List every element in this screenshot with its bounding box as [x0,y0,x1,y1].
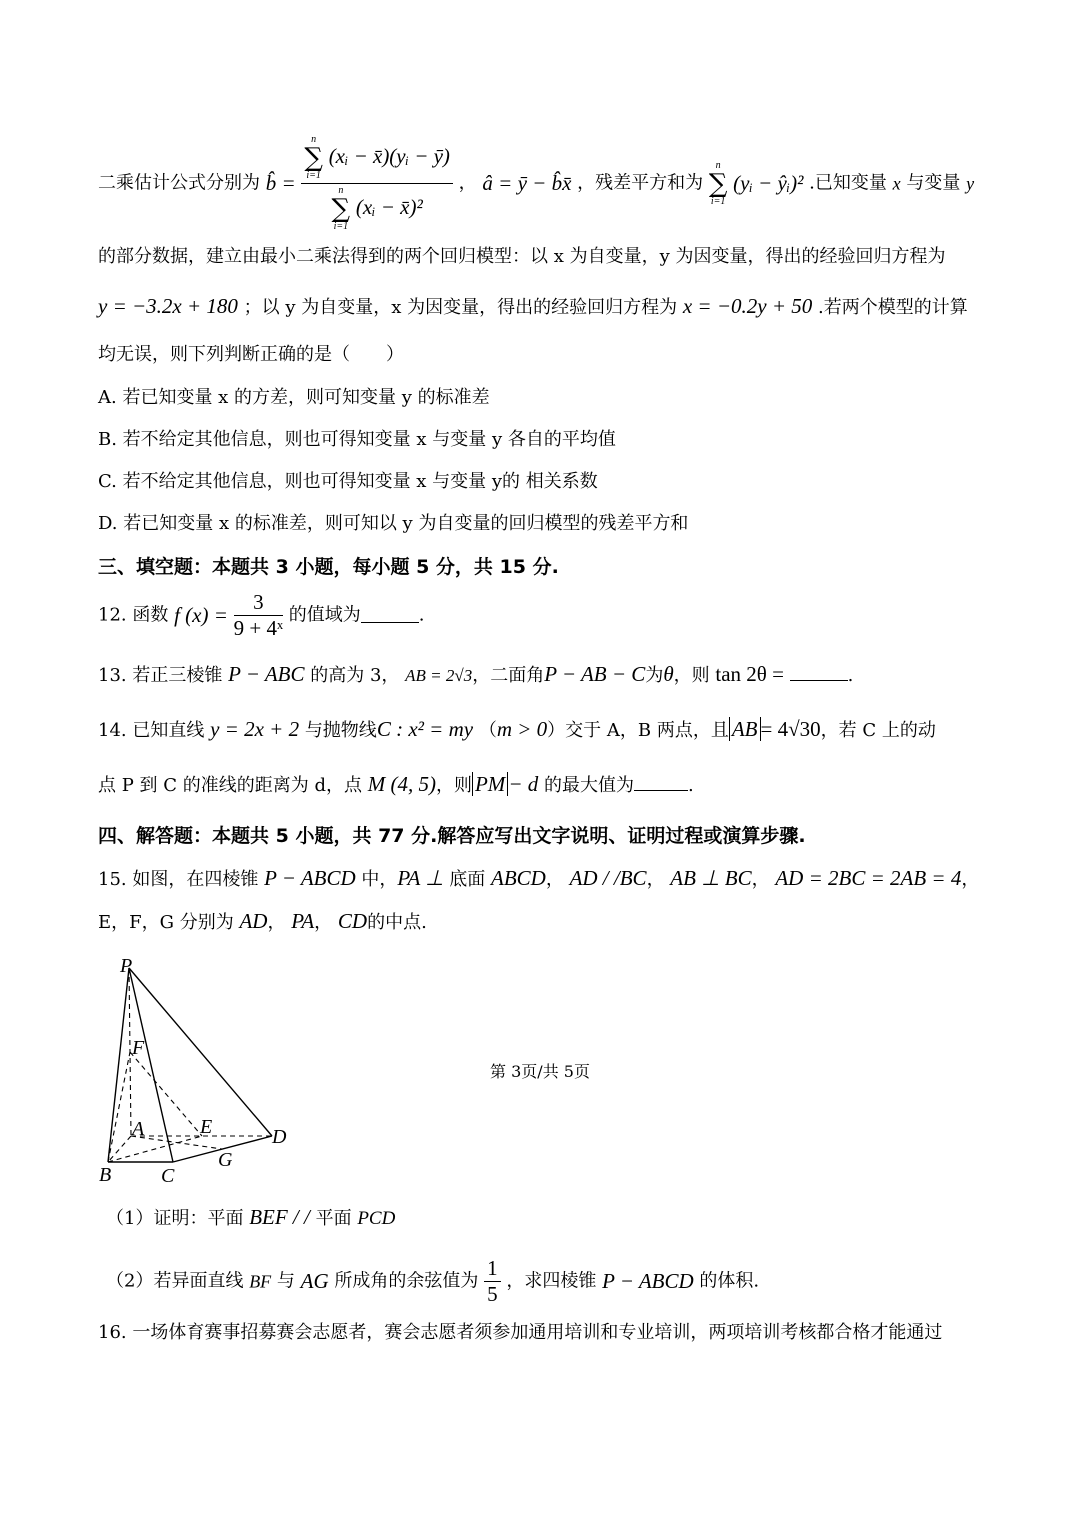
option-c: C. 若不给定其他信息，则也可得知变量 x 与变量 y的 相关系数 [98,471,598,492]
edge-AB [108,1136,131,1162]
label-B: B [99,1164,112,1186]
option-d: D. 若已知变量 x 的标准差，则可知以 y 为自变量的回归模型的残差平方和 [98,513,689,534]
question-15-line-2: E，F，G 分别为 AD， PA， CD的中点. [98,909,427,933]
line-4: 均无误，则下列判断正确的是（ ） [98,344,404,365]
q12-fraction: $\frac{3}{\text{9 + 4ˣ}}$ [233,590,284,640]
var-x: x [892,173,901,194]
q12-tail: 的值域为 [288,604,361,626]
regression-eq-1: y = −3.2x + 180 [98,294,238,318]
cosine-fraction: $\frac{1}{5}$ [484,1258,501,1305]
page-footer: 第 3页/共 5页 [490,1062,590,1081]
q12-function: f (x) = [174,603,228,627]
q14-answer-blank[interactable] [634,776,688,791]
sum-symbol: n ∑ i=1 [708,159,728,207]
a-hat-formula: â = ȳ − b̂x̄ [482,171,572,195]
var-y: y [966,173,975,194]
sep: ， [458,172,477,194]
b-hat-fraction [301,135,453,232]
question-12: 12. 函数 f (x) = $\frac{3}{\text{9 + 4ˣ}}$ 的值域为 . [98,590,425,640]
question-13: 13. 若正三棱锥 P − ABC 的高为 3， AB = 2√3，二面角P − AB − C为θ，则 tan 2θ = . [98,662,854,686]
b-hat-label: b̂ = [265,171,296,195]
residual-text: ，残差平方和为 [577,172,704,194]
edge-PD [129,968,272,1136]
question-14-line-2: 点 P 到 C 的准线的距离为 d，点 M (4, 5)，则 PM − d 的最大值为 . [98,772,694,796]
q12-label: 12. 函数 [98,604,169,626]
line3-tail: .若两个模型的计算 [818,297,968,318]
option-b: B. 若不给定其他信息，则也可得知变量 x 与变量 y 各自的平均值 [98,429,616,450]
line3-mid: ；以 y 为自变量，x 为因变量，得出的经验回归方程为 [243,297,678,318]
label-A: A [132,1118,145,1140]
line1-lead: 二乘估计公式分别为 [98,172,260,194]
numerator-expr: (xᵢ − x̄)(yᵢ − ȳ) [328,144,450,168]
label-C: C [161,1165,175,1187]
and-text: 与变量 [906,172,961,194]
label-P: P [120,955,133,977]
label-F: F [132,1037,145,1059]
label-D: D [272,1126,287,1148]
question-15-line-1: 15. 如图，在四棱锥 P − ABCD 中，PA ⊥ 底面 ABCD， AD / /BC， AB ⊥ BC， AD = 2BC = 2AB = 4， [98,866,980,890]
denominator-expr: (xᵢ − x̄)² [355,195,423,219]
q13-answer-blank[interactable] [790,666,848,681]
line-2: 的部分数据，建立由最小二乘法得到的两个回归模型：以 x 为自变量，y 为因变量，得出的经验回归方程为 [98,246,946,267]
question-15-part-2: （2）若异面直线 BF 与 AG 所成角的余弦值为 $\frac{1}{5}$ ，求四棱锥 P − ABCD 的体积. [106,1256,760,1306]
section-3-heading: 三、填空题：本题共 3 小题，每小题 5 分，共 15 分. [98,556,559,578]
known-text: .已知变量 [809,172,887,194]
line-3 [98,296,968,317]
sum-symbol: n ∑ i=1 [304,134,323,181]
line-regression-formulas [98,135,974,232]
q12-answer-blank[interactable] [361,608,419,623]
sum-symbol: n ∑ i=1 [331,185,351,232]
regression-eq-2: x = −0.2y + 50 [682,294,813,318]
question-14-line-1: 14. 已知直线 y = 2x + 2 与抛物线C : x² = my （m > 0）交于 A，B 两点，且 AB = 4√30，若 C 上的动 [98,717,936,741]
label-G: G [218,1149,233,1171]
question-16: 16. 一场体育赛事招募赛会志愿者，赛会志愿者须参加通用培训和专业培训，两项培训考核都合格才能通过 [98,1322,943,1343]
section-4-heading: 四、解答题：本题共 5 小题，共 77 分.解答应写出文字说明、证明过程或演算步骤. [98,825,806,847]
question-15-part-1: （1）证明：平面 BEF / / 平面 PCD [106,1205,396,1229]
option-a: A. 若已知变量 x 的方差，则可知变量 y 的标准差 [98,387,490,408]
label-E: E [200,1116,213,1138]
residual-expr: (yᵢ − ŷᵢ)² [733,171,804,195]
